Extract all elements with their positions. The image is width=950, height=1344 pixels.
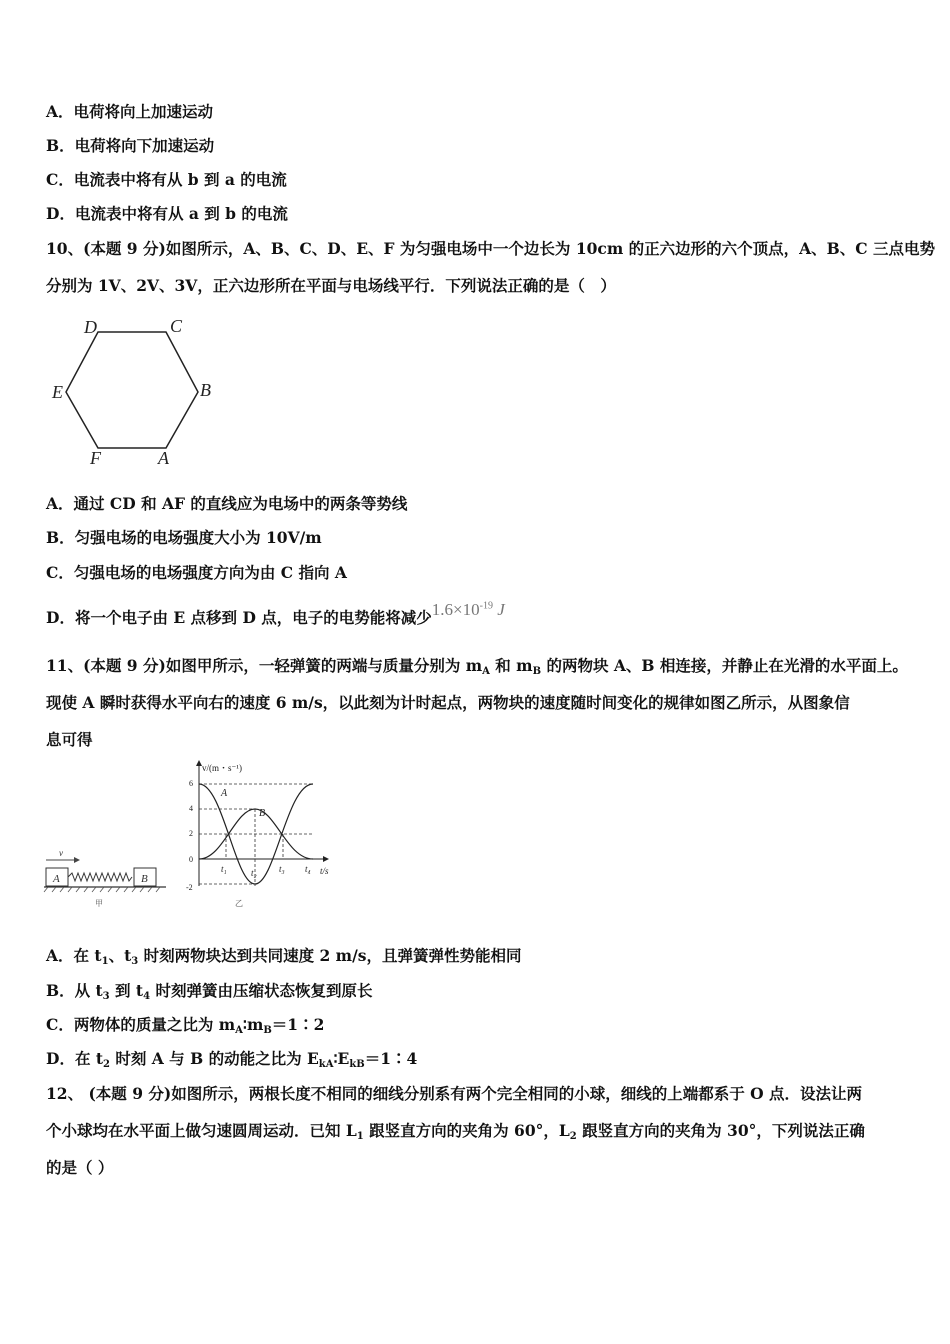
q11-stem-line1: 11、(本题 9 分)如图甲所示，一轻弹簧的两端与质量分别为 $m_A$ 和 $m_B$ 的两物块 A、B 相连接，并静止在光滑的水平面上。: [46, 656, 908, 677]
vertex-label-d: D: [84, 317, 97, 337]
y-tick-2: 2: [189, 829, 193, 838]
q11-option-a: A．在 $t_1$、$t_3$ 时刻两物块达到共同速度 2 m/s，且弹簧弹性势能相同: [46, 946, 522, 967]
vertex-label-b: B: [200, 380, 211, 400]
hexagon-shape: [66, 332, 198, 448]
x-tick-t4: t₄: [305, 864, 311, 874]
y-tick-0: 0: [189, 855, 193, 864]
figure-jia-caption: 甲: [95, 899, 103, 908]
spring-block-figure: [40, 840, 180, 910]
q10-stem-line1: 10、(本题 9 分)如图所示，A、B、C、D、E、F 为匀强电场中一个边长为 10cm 的正六边形的六个顶点，A、B、C 三点电势: [46, 239, 935, 258]
spring: [68, 873, 132, 881]
y-axis-label: v/(m・s⁻¹): [202, 763, 242, 773]
velocity-arrow-icon: [74, 857, 80, 863]
energy-formula: $1.6\times 10^{-19}$ J: [431, 600, 505, 619]
x-tick-t2: t₂: [251, 868, 257, 878]
y-tick-4: 4: [189, 804, 193, 813]
x-tick-t3: t₃: [279, 864, 285, 874]
q11-option-d: D．在 $t_2$ 时刻 A 与 B 的动能之比为 $E_{kA}∶E_{kB}=1∶4$: [46, 1049, 418, 1070]
velocity-time-graph: [183, 756, 343, 914]
velocity-label: v: [59, 848, 63, 858]
q12-stem-line2: 个小球均在水平面上做匀速圆周运动．已知 $L_1$ 跟竖直方向的夹角为 60°，$L_2$ 跟竖直方向的夹角为 30°，下列说法正确: [46, 1121, 865, 1142]
q12-stem-line3: 的是（ ）: [46, 1158, 114, 1177]
q10-option-d-text: D．将一个电子由 E 点移到 D 点，电子的电势能将减少: [46, 608, 432, 627]
q10-option-c: C．匀强电场的电场强度方向为由 C 指向 A: [46, 563, 347, 582]
figure-yi-caption: 乙: [235, 899, 243, 908]
q9-option-c: C．电流表中将有从 b 到 a 的电流: [46, 170, 287, 189]
y-tick-6: 6: [189, 779, 193, 788]
q10-option-a: A．通过 CD 和 AF 的直线应为电场中的两条等势线: [46, 494, 408, 513]
q12-stem-line1: 12、 (本题 9 分)如图所示，两根长度不相同的细线分别系有两个完全相同的小球，细线的上端都系于 O 点．设法让两: [46, 1084, 863, 1103]
q9-option-d: D．电流表中将有从 a 到 b 的电流: [46, 204, 288, 223]
q11-stem-line2: 现使 A 瞬时获得水平向右的速度 6 m/s，以此刻为计时起点，两物块的速度随时间变化的规律如图乙所示，从图象信: [46, 693, 850, 712]
y-tick-neg2: -2: [186, 883, 193, 892]
q9-option-b: B．电荷将向下加速运动: [46, 136, 215, 155]
q11-stem-line3: 息可得: [46, 730, 93, 749]
vertex-label-e: E: [52, 382, 63, 402]
q11-option-c: C．两物体的质量之比为 $m_A∶m_B=1∶2$: [46, 1015, 325, 1036]
q11-option-b: B．从 $t_3$ 到 $t_4$ 时刻弹簧由压缩状态恢复到原长: [46, 981, 373, 1002]
svg-text:B: B: [141, 873, 148, 885]
q9-option-a: A．电荷将向上加速运动: [46, 102, 214, 121]
vertex-label-c: C: [170, 316, 183, 336]
vertex-label-a: A: [158, 448, 169, 468]
q10-stem-line2: 分别为 1V、2V、3V，正六边形所在平面与电场线平行．下列说法正确的是（ ）: [46, 276, 616, 295]
curve-b-label: B: [259, 808, 266, 819]
x-tick-t1: t₁: [221, 864, 227, 874]
vertex-label-f: F: [90, 448, 101, 468]
hexagon-figure: [46, 312, 226, 472]
svg-text:A: A: [53, 873, 60, 885]
q10-option-d: [46, 600, 505, 628]
q10-option-b: B．匀强电场的电场强度大小为 10V/m: [46, 528, 322, 547]
x-axis-arrow-icon: [323, 856, 329, 862]
x-axis-label: t/s: [320, 866, 329, 876]
curve-a-label: A: [221, 788, 228, 799]
